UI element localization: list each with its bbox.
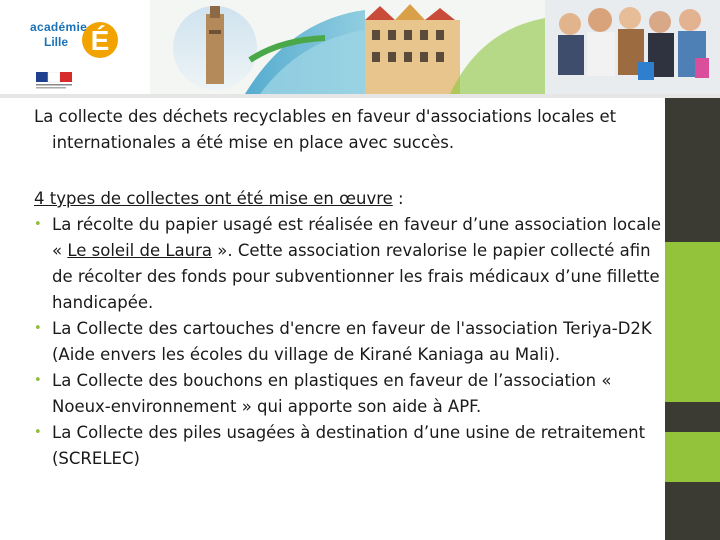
students-photo [545,0,720,94]
bullet-icon: • [34,217,42,232]
bullet-icon: • [34,373,42,388]
list-item [34,420,664,472]
header-photo-collage [150,0,720,94]
bullet-icon: • [34,425,42,440]
list-item [34,368,664,420]
list-item [34,316,664,368]
header-banner [0,0,720,98]
list-item [34,212,664,316]
logo-text-lille: Lille [44,35,69,49]
logo-text-academie: académie [30,20,88,34]
list-item-text: La Collecte des piles usagées à destination d’une usine de retraitement (SCRELEC) [52,423,646,468]
slide-content [34,104,664,472]
intro-paragraph: La collecte des déchets recyclables en faveur d'associations locales et internationales a été mise en place avec succès. [34,107,617,152]
logo-letter: É [90,25,110,56]
list-item-text: La Collecte des bouchons en plastiques en faveur de l’association « Noeux-environnement » qui apporte son aide à APF. [52,371,612,416]
types-heading-text: 4 types de collectes ont été mise en œuvre [34,189,393,208]
bullet-icon: • [34,321,42,336]
sidebar-green-band-upper [665,242,720,402]
types-heading [34,186,664,212]
header-divider [0,94,720,98]
sidebar-dark-band-middle [665,402,720,432]
academie-lille-logo[interactable] [18,6,118,66]
list-item-text-post: ». Cette association revalorise le papier collecté afin de récolter des fonds pour subventionner les frais médicaux d’une fillette handicapée. [52,241,660,312]
types-heading-suffix: : [392,189,404,208]
list-item-text-pre: La récolte du papier usagé est réalisée en faveur d’une association locale « [52,215,662,260]
soleil-de-laura-link[interactable]: Le soleil de Laura [67,241,213,260]
republique-francaise-flag-icon [36,72,76,90]
list-item-text: La Collecte des cartouches d'encre en faveur de l'association Teriya-D2K (Aide envers les écoles du village de Kirané Kaniaga au Mali). [52,319,652,364]
flemish-houses-photo [365,4,460,94]
sidebar-green-band-lower [665,432,720,482]
